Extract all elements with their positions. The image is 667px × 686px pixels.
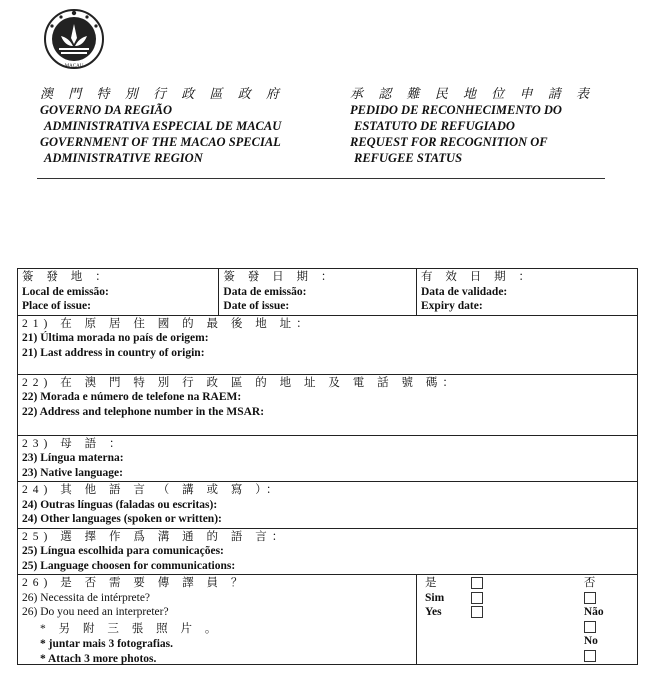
label: Yes <box>425 606 442 618</box>
issuer-line: ADMINISTRATIVE REGION <box>44 151 203 165</box>
yes-checkbox[interactable] <box>471 592 483 604</box>
label: Local de emissão: <box>22 285 109 298</box>
label: 26) Necessita de intérprete? <box>22 591 151 604</box>
expiry-date-field[interactable] <box>417 269 638 316</box>
label: 25) Língua escolhida para comunicações: <box>22 545 224 557</box>
issuer-block <box>40 86 285 166</box>
issuer-line: GOVERNO DA REGIÃO <box>40 103 172 117</box>
form-title-line: PEDIDO DE RECONHECIMENTO DO <box>350 103 562 117</box>
label: Expiry date: <box>421 300 483 312</box>
label: 26) 是 否 需 要 傳 譯 員 ？ <box>22 577 248 589</box>
label: 24) Other languages (spoken or written): <box>22 513 222 525</box>
yes-checkbox[interactable] <box>471 606 483 618</box>
label: 是 <box>425 577 442 589</box>
native-language-field[interactable] <box>18 435 638 482</box>
label: No <box>583 635 598 647</box>
no-checkbox[interactable] <box>584 592 596 604</box>
no-checkbox[interactable] <box>584 621 596 633</box>
label: 26) Do you need an interpreter? <box>22 606 169 618</box>
yes-checkbox[interactable] <box>471 577 483 589</box>
place-of-issue-field[interactable] <box>18 269 219 316</box>
label: 23) Native language: <box>22 466 123 479</box>
form-title-line: REFUGEE STATUS <box>354 151 463 165</box>
issuer-line: GOVERNMENT OF THE MACAO SPECIAL <box>40 135 281 149</box>
label: 簽 發 地 ： <box>22 271 112 283</box>
form-title-line: ESTATUTO DE REFUGIADO <box>354 119 515 133</box>
label: 有 效 日 期 ： <box>421 271 535 283</box>
no-checkbox[interactable] <box>584 650 596 662</box>
issuer-line: ADMINISTRATIVA ESPECIAL DE MACAU <box>44 119 282 133</box>
note: * juntar mais 3 fotografias. <box>40 638 173 650</box>
interpreter-no-option[interactable] <box>584 576 633 663</box>
label: 21) Última morada no país de origem: <box>22 332 209 344</box>
label: Não <box>583 606 604 618</box>
label: Place of issue: <box>22 300 91 312</box>
label: Sim <box>425 591 445 604</box>
label: 24) 其 他 語 言 （ 講 或 寫 ）： <box>22 484 283 496</box>
label: 24) Outras línguas (faladas ou escritas): <box>22 498 218 511</box>
label: 22) Address and telephone number in the MSAR: <box>22 405 265 418</box>
label: Data de emissão: <box>223 285 307 298</box>
label: 簽 發 日 期 ： <box>223 271 338 283</box>
notes <box>40 622 221 667</box>
label: 22) Morada e número de telefone na RAEM: <box>22 391 242 403</box>
form-title-block <box>350 86 595 166</box>
note: * 另 附 三 張 照 片 。 <box>40 623 222 635</box>
label: 22) 在 澳 門 特 別 行 政 區 的 地 址 及 電 話 號 碼： <box>22 376 459 389</box>
header-divider <box>37 178 605 179</box>
date-of-issue-field[interactable] <box>219 269 417 316</box>
msar-address-field[interactable] <box>18 374 638 435</box>
form-title-zh: 承 認 難 民 地 位 申 請 表 <box>350 86 596 101</box>
label: 23) Língua materna: <box>22 452 124 464</box>
label: Data de validade: <box>421 285 508 298</box>
note: * Attach 3 more photos. <box>40 653 157 665</box>
svg-text:MACAU: MACAU <box>64 64 84 69</box>
label: 21) 在 原 居 住 國 的 最 後 地 址： <box>22 317 313 330</box>
label: 25) 選 擇 作 爲 溝 通 的 語 言： <box>22 530 289 543</box>
interpreter-yes-option[interactable] <box>425 576 584 663</box>
macau-emblem-icon <box>43 8 105 70</box>
form-table <box>17 268 638 665</box>
label: 25) Language choosen for communications: <box>22 559 236 572</box>
issuer-zh: 澳 門 特 別 行 政 區 政 府 <box>40 86 286 101</box>
other-languages-field[interactable] <box>18 482 638 529</box>
label: 否 <box>583 577 601 589</box>
form-title-line: REQUEST FOR RECOGNITION OF <box>350 135 548 149</box>
label: Date of issue: <box>223 300 290 312</box>
communication-language-field[interactable] <box>18 528 638 575</box>
label: 23) 母 語 ： <box>22 437 126 450</box>
label: 21) Last address in country of origin: <box>22 346 205 359</box>
last-address-field[interactable] <box>18 315 638 374</box>
